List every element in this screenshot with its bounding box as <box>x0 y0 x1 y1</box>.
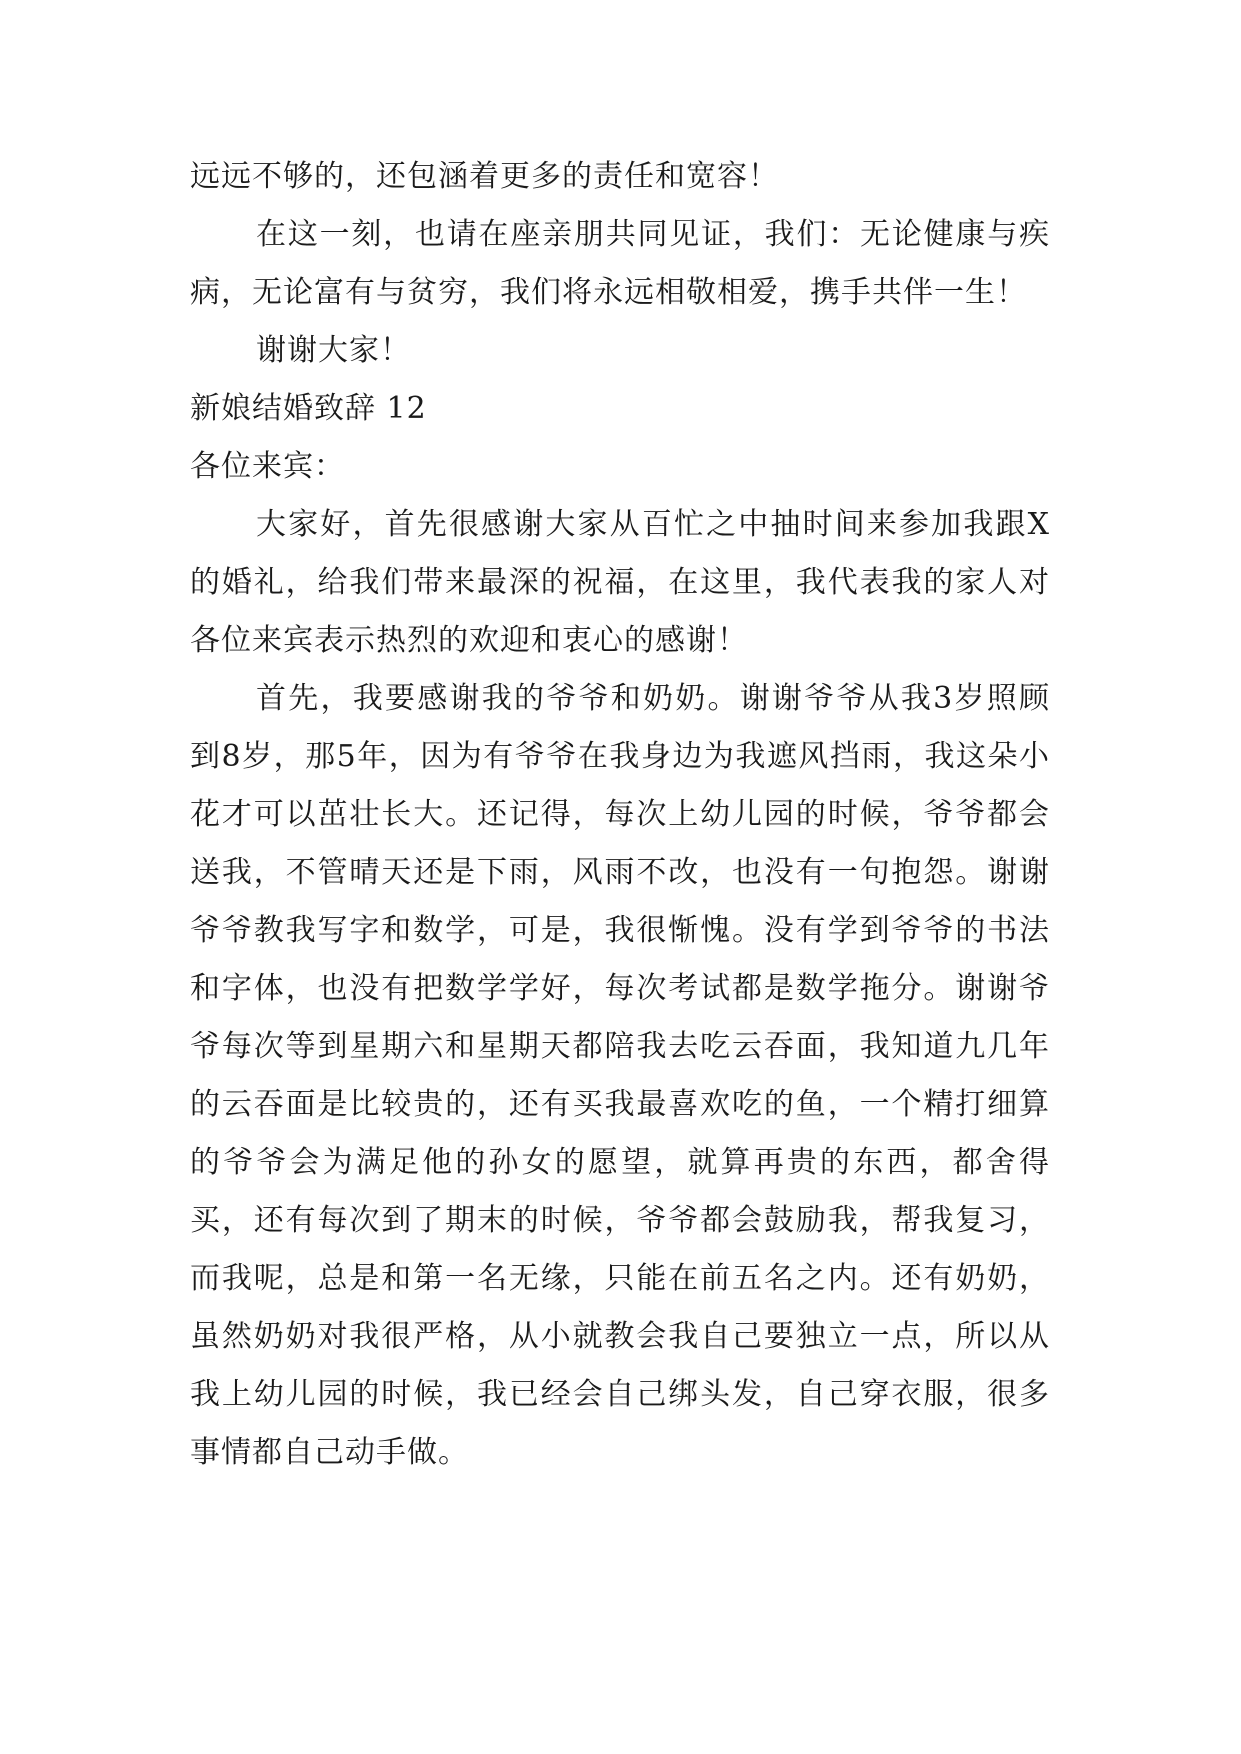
paragraph-welcome: 大家好，首先很感谢大家从百忙之中抽时间来参加我跟X的婚礼，给我们带来最深的祝福，在这里，我代表我的家人对各位来宾表示热烈的欢迎和衷心的感谢！ <box>190 507 1050 658</box>
document-body <box>190 148 1050 1482</box>
paragraph-grandparents: 首先，我要感谢我的爷爷和奶奶。谢谢爷爷从我3岁照顾到8岁，那5年，因为有爷爷在我身边为我遮风挡雨，我这朵小花才可以茁壮长大。还记得，每次上幼儿园的时候，爷爷都会送我，不管晴天还是下雨，风雨不改，也没有一句抱怨。谢谢爷爷教我写字和数学，可是，我很惭愧。没有学到爷爷的书法和字体，也没有把数学学好，每次考试都是数学拖分。谢谢爷爷每次等到星期六和星期天都陪我去吃云吞面，我知道九几年的云吞面是比较贵的，还有买我最喜欢吃的鱼，一个精打细算的爷爷会为满足他的孙女的愿望，就算再贵的东西，都舍得买，还有每次到了期末的时候，爷爷都会鼓励我，帮我复习，而我呢，总是和第一名无缘，只能在前五名之内。还有奶奶，虽然奶奶对我很严格，从小就教会我自己要独立一点，所以从我上幼儿园的时候，我已经会自己绑头发，自己穿衣服，很多事情都自己动手做。 <box>190 681 1050 1470</box>
paragraph-thanks: 谢谢大家！ <box>256 333 411 368</box>
salutation: 各位来宾： <box>190 449 345 484</box>
paragraph-vow: 在这一刻，也请在座亲朋共同见证，我们：无论健康与疾病，无论富有与贫穷，我们将永远相敬相爱，携手共伴一生！ <box>190 217 1050 310</box>
paragraph-continued: 远远不够的，还包涵着更多的责任和宽容！ <box>190 159 779 194</box>
section-title: 新娘结婚致辞 12 <box>190 391 427 426</box>
